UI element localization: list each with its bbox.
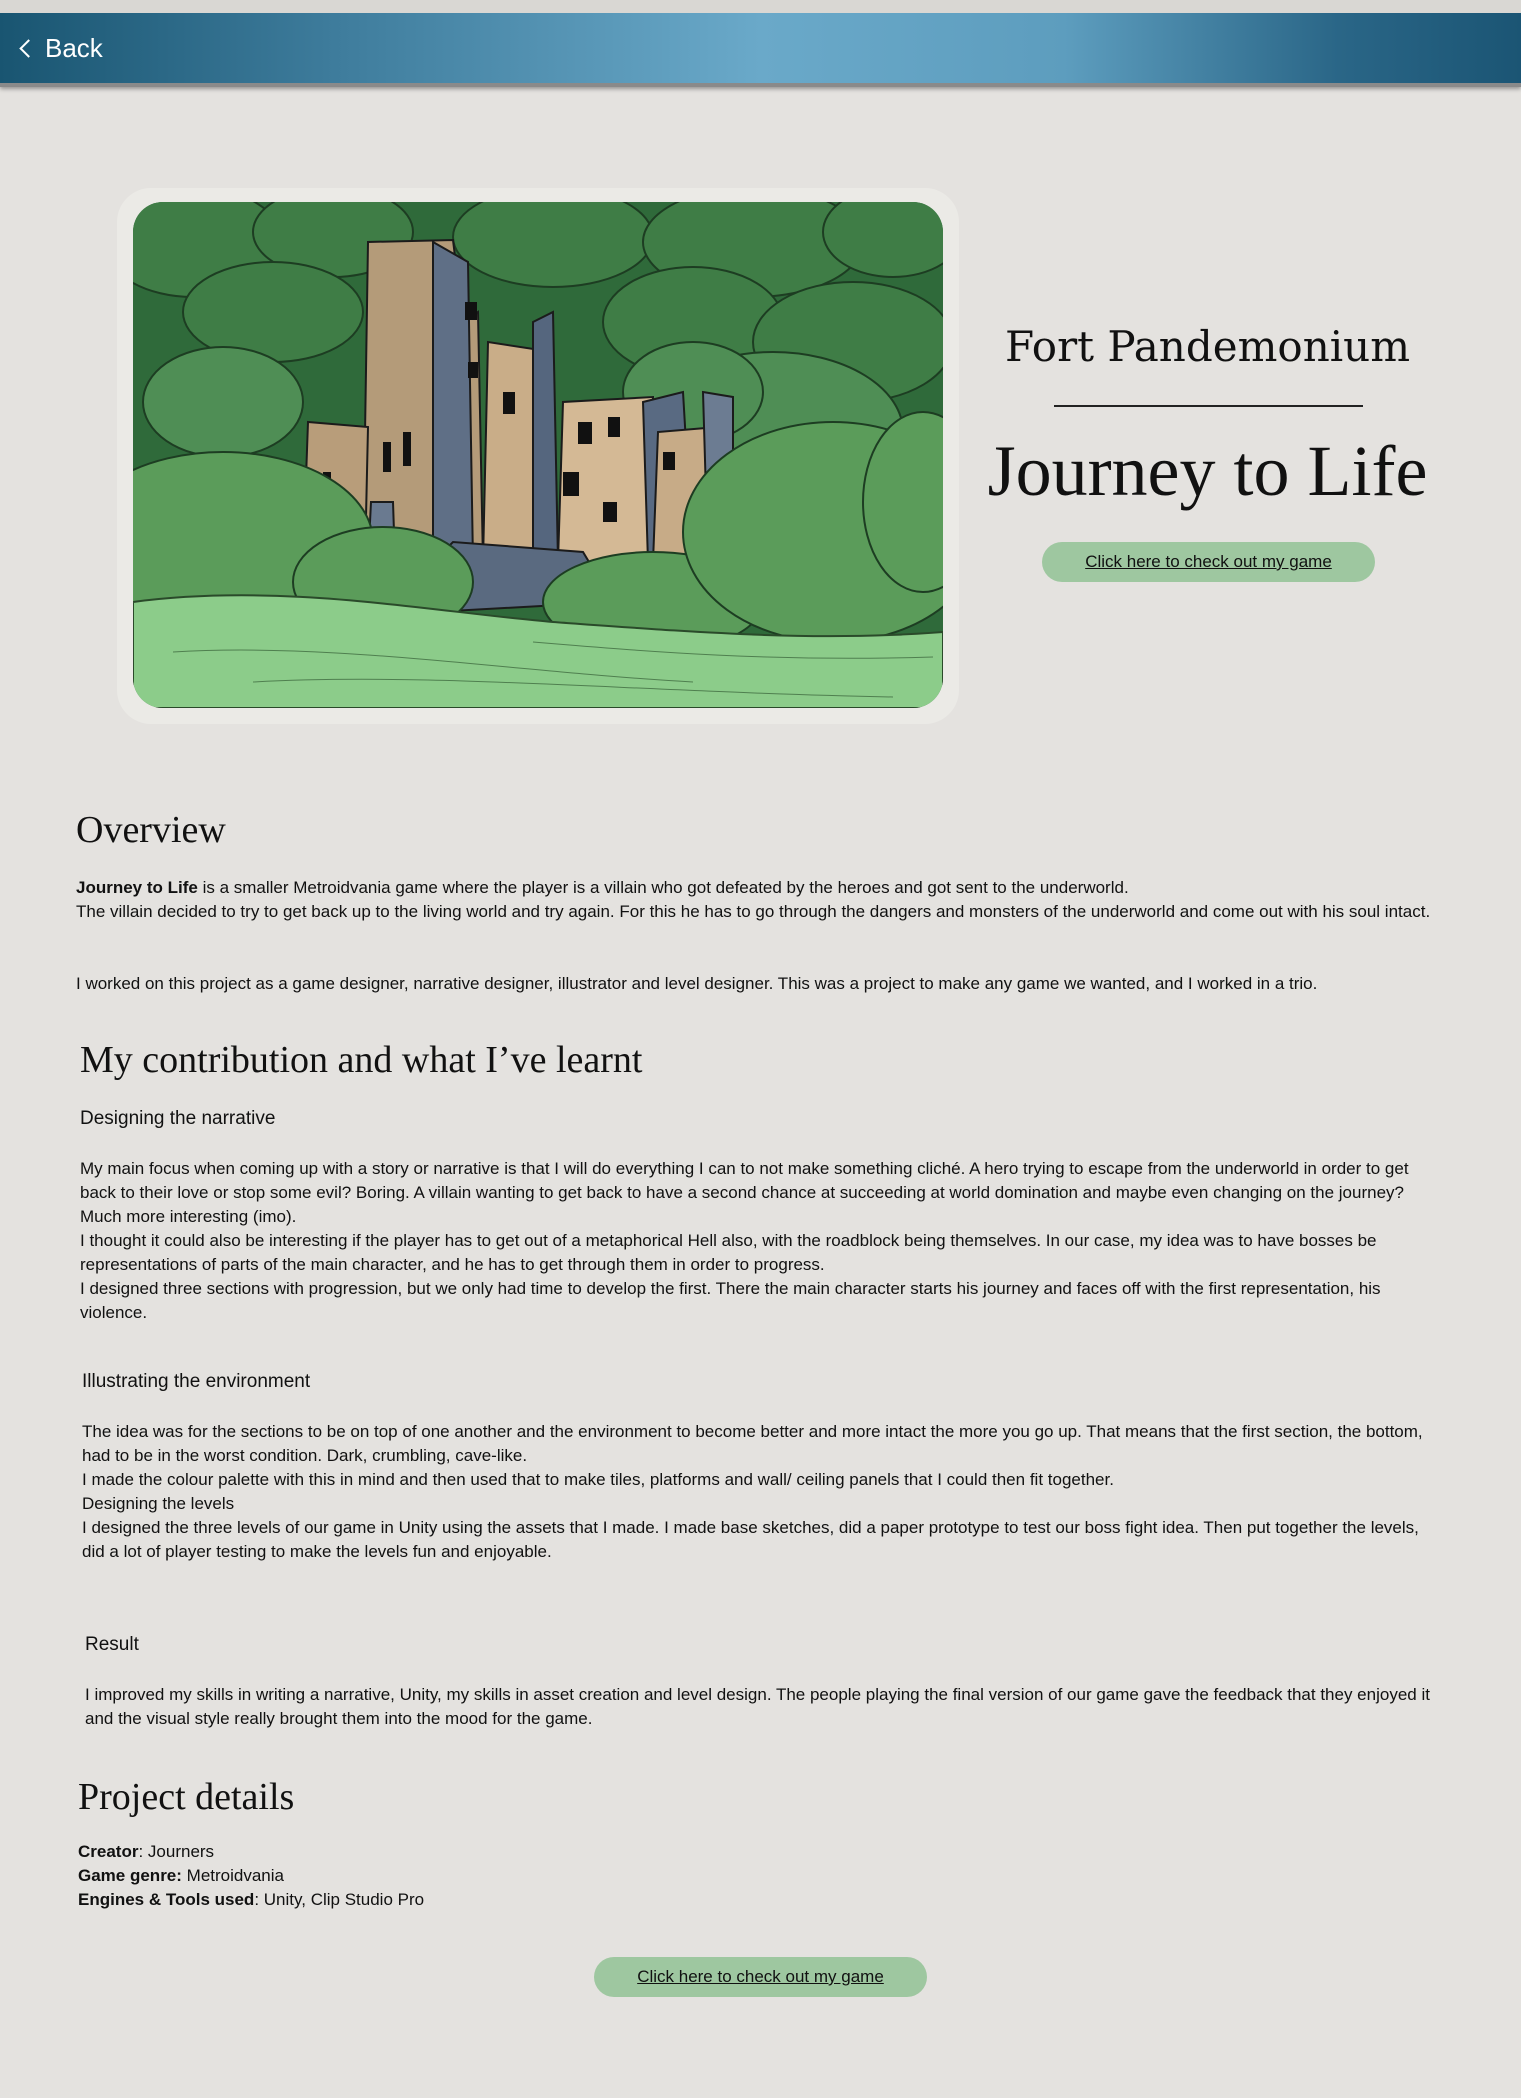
narrative-line-2: I thought it could also be interesting if the player has to get out of a metaphorical Hell also, with the roadblock being themselves. In our case, my idea was to have bosses be representations of parts of the main character, and he has to get through them in order to progress.: [80, 1231, 1377, 1274]
detail-genre-value: Metroidvania: [181, 1866, 284, 1885]
overview-intro-bold: Journey to Life: [76, 878, 198, 897]
detail-genre-label: Game genre:: [78, 1866, 182, 1885]
chevron-left-icon: [19, 39, 37, 57]
back-button[interactable]: [18, 33, 103, 63]
environment-line-2: I made the colour palette with this in mind and then used that to make tiles, platforms and wall/ ceiling panels that I could then fit together.: [82, 1470, 1114, 1489]
detail-genre: [78, 1864, 878, 1888]
environment-line-4: I designed the three levels of our game in Unity using the assets that I made. I made base sketches, did a paper prototype to test our boss fight idea. Then put together the levels, did a lot of player testing to make the levels fun and enjoyable.: [82, 1518, 1419, 1561]
narrative-line-1: My main focus when coming up with a story or narrative is that I will do everything I can to not make something cliché. A hero trying to escape from the underworld in order to get back to their love or stop some evil? Boring. A villain wanting to get back to have a second chance at succeeding at world domination and maybe even changing on the journey? Much more interesting (imo).: [80, 1159, 1409, 1226]
detail-tools-label: Engines & Tools used: [78, 1890, 255, 1909]
environment-line-3: Designing the levels: [82, 1494, 235, 1513]
detail-creator-label: Creator: [78, 1842, 139, 1861]
environment-line-1: The idea was for the sections to be on top of one another and the environment to become better and more intact the more you go up. That means that the first section, the bottom, had to be in the worst condition. Dark, crumbling, cave-like.: [82, 1422, 1423, 1465]
detail-creator: [78, 1840, 878, 1864]
narrative-line-3: I designed three sections with progression, but we only had time to develop the first. There the main character starts his journey and faces off with the first representation, his violence.: [80, 1279, 1381, 1322]
project-details-list: [78, 1840, 878, 1912]
project-name: Fort Pandemonium: [1004, 322, 1411, 371]
overview-line-2: The villain decided to try to get back up to the living world and try again. For this he has to go through the dangers and monsters of the underworld and come out with his soul intact.: [76, 902, 1431, 921]
check-out-game-button-bottom[interactable]: Click here to check out my game: [594, 1957, 927, 1997]
overview-intro: [76, 876, 1436, 900]
hero-image-frame: [117, 188, 959, 724]
back-label: Back: [45, 32, 103, 63]
detail-tools: [78, 1888, 878, 1912]
overview-heading: Overview: [76, 809, 226, 851]
castle-illustration: [133, 202, 943, 708]
overview-intro-rest: is a smaller Metroidvania game where the player is a villain who got defeated by the heroes and got sent to the underworld.: [197, 878, 1129, 897]
narrative-heading: Designing the narrative: [80, 1108, 276, 1129]
narrative-text: [80, 1157, 1440, 1325]
project-details-heading: Project details: [78, 1776, 295, 1818]
check-out-game-button[interactable]: Click here to check out my game: [1042, 542, 1375, 582]
game-title: Journey to Life: [987, 431, 1428, 511]
top-strip: [0, 0, 1521, 13]
overview-text: [76, 876, 1436, 924]
detail-tools-value: : Unity, Clip Studio Pro: [254, 1890, 425, 1909]
overview-paragraph-2: I worked on this project as a game designer, narrative designer, illustrator and level designer. This was a project to make any game we wanted, and I worked in a trio.: [76, 974, 1318, 993]
result-text: I improved my skills in writing a narrative, Unity, my skills in asset creation and level design. The people playing the final version of our game gave the feedback that they enjoyed it and the visual style really brought them into the mood for the game.: [85, 1685, 1430, 1728]
environment-text: [82, 1420, 1442, 1564]
result-heading: Result: [85, 1634, 139, 1655]
environment-heading: Illustrating the environment: [82, 1371, 311, 1392]
header-bar: [0, 13, 1521, 83]
detail-creator-value: : Journers: [138, 1842, 215, 1861]
title-divider: [1054, 405, 1363, 407]
contribution-heading: My contribution and what I’ve learnt: [80, 1039, 643, 1081]
